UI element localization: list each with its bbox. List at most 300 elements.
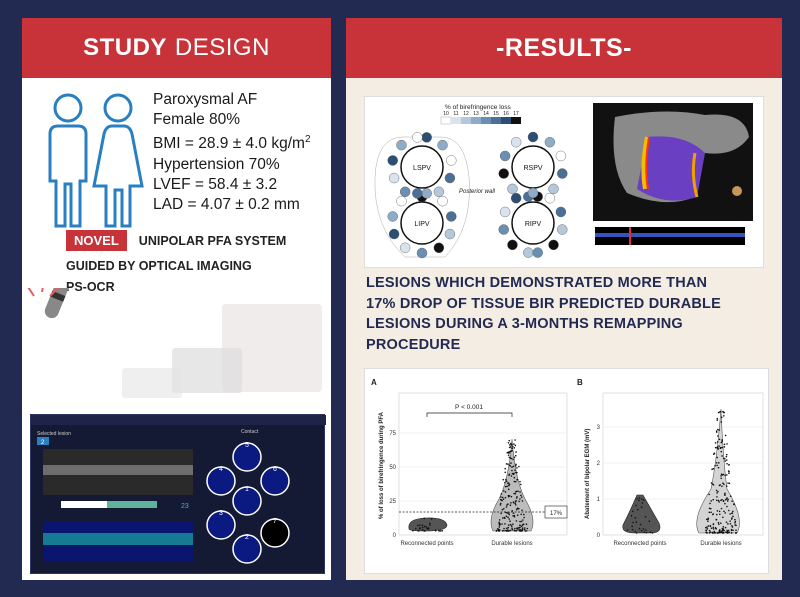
data-point <box>429 524 431 526</box>
ablation-point <box>528 188 538 198</box>
data-point <box>719 438 721 440</box>
data-point <box>505 491 507 493</box>
data-point <box>521 496 523 498</box>
ablation-point <box>438 196 448 206</box>
data-point <box>718 522 720 524</box>
data-point <box>515 465 517 467</box>
data-point <box>717 510 719 512</box>
data-point <box>726 506 728 508</box>
data-point <box>721 530 723 532</box>
violin-plots-figure <box>364 368 769 574</box>
data-point <box>511 450 513 452</box>
data-point <box>722 411 724 413</box>
data-point <box>515 504 517 506</box>
data-point <box>515 500 517 502</box>
data-point <box>523 514 525 516</box>
data-point <box>705 529 707 531</box>
data-point <box>506 528 508 530</box>
ablation-point <box>500 207 510 217</box>
data-point <box>642 502 644 504</box>
data-point <box>502 509 504 511</box>
data-point <box>711 482 713 484</box>
data-point <box>507 512 509 514</box>
results-banner: -RESULTS- <box>346 18 782 78</box>
data-point <box>521 521 523 523</box>
data-point <box>440 530 442 532</box>
ablation-point <box>445 229 455 239</box>
data-point <box>712 514 714 516</box>
data-point <box>632 529 634 531</box>
data-point <box>715 519 717 521</box>
data-point <box>435 530 437 532</box>
data-point <box>726 443 728 445</box>
data-point <box>508 442 510 444</box>
lesion-map-graphic <box>365 97 765 269</box>
patient-stats <box>153 90 311 215</box>
data-point <box>724 443 726 445</box>
data-point <box>503 498 505 500</box>
results-statement <box>366 273 766 355</box>
data-point <box>718 445 720 447</box>
data-point <box>729 483 731 485</box>
data-point <box>506 506 508 508</box>
data-point <box>726 463 728 465</box>
data-point <box>732 511 734 513</box>
data-point <box>713 528 715 530</box>
data-point <box>731 518 733 520</box>
lesion-num-2: 2 <box>245 534 249 541</box>
panel-b-cat-durable: Durable lesions <box>700 541 742 547</box>
data-point <box>721 499 723 501</box>
data-point <box>716 447 718 449</box>
data-point <box>631 526 633 528</box>
data-point <box>716 430 718 432</box>
oct-software-screenshot <box>30 414 325 574</box>
data-point <box>522 524 524 526</box>
stat-bmi-text: BMI = 28.9 ± 4.0 kg/m <box>153 135 305 153</box>
data-point <box>514 530 516 532</box>
ablation-point <box>556 151 566 161</box>
vein-lspv: LSPV <box>413 165 431 172</box>
selected-lesion-value: 2 <box>41 440 45 446</box>
data-point <box>727 499 729 501</box>
data-point <box>497 528 499 530</box>
data-point <box>727 500 729 502</box>
data-point <box>423 518 425 520</box>
data-point <box>415 528 417 530</box>
data-point <box>519 491 521 493</box>
data-point <box>636 498 638 500</box>
data-point <box>515 530 517 532</box>
data-point <box>507 517 509 519</box>
data-point <box>514 516 516 518</box>
data-point <box>506 463 508 465</box>
data-point <box>514 469 516 471</box>
data-point <box>498 523 500 525</box>
panel-a-cat-durable: Durable lesions <box>491 541 533 547</box>
data-point <box>726 498 728 500</box>
data-point <box>636 532 638 534</box>
data-point <box>708 525 710 527</box>
data-point <box>719 485 721 487</box>
results-line-2: 17% DROP OF TISSUE BIR PREDICTED DURABLE <box>366 295 721 312</box>
data-point <box>715 442 717 444</box>
data-point <box>724 446 726 448</box>
data-point <box>521 530 523 532</box>
data-point <box>717 418 719 420</box>
data-point <box>422 524 424 526</box>
data-point <box>709 508 711 510</box>
data-point <box>729 520 731 522</box>
data-point <box>639 528 641 530</box>
data-point <box>716 465 718 467</box>
data-point <box>506 480 508 482</box>
data-point <box>510 462 512 464</box>
data-point <box>506 530 508 532</box>
data-point <box>721 417 723 419</box>
data-point <box>508 474 510 476</box>
data-point <box>417 530 419 532</box>
ablation-point <box>389 229 399 239</box>
data-point <box>724 474 726 476</box>
data-point <box>511 510 513 512</box>
ablation-point <box>507 184 517 194</box>
data-point <box>720 522 722 524</box>
study-design-banner <box>22 18 331 78</box>
data-point <box>724 493 726 495</box>
data-point <box>645 529 647 531</box>
data-point <box>513 443 515 445</box>
data-point <box>725 527 727 529</box>
data-point <box>637 509 639 511</box>
data-point <box>723 415 725 417</box>
ablation-point <box>400 187 410 197</box>
data-point <box>441 530 443 532</box>
legend-tick-14: 14 <box>483 111 489 117</box>
lesion-circles <box>207 443 289 563</box>
data-point <box>724 460 726 462</box>
stat-bmi-sup: 2 <box>304 134 311 146</box>
data-point <box>720 451 722 453</box>
ablation-point <box>556 207 566 217</box>
stat-bmi <box>153 130 311 154</box>
data-point <box>636 521 638 523</box>
lesion-num-3: 3 <box>219 510 223 517</box>
data-point <box>514 477 516 479</box>
ablation-point <box>511 137 521 147</box>
lesion-num-6: 6 <box>273 466 277 473</box>
data-point <box>499 529 501 531</box>
data-point <box>641 530 643 532</box>
data-point <box>713 524 715 526</box>
ablation-point <box>396 140 406 150</box>
data-point <box>502 530 504 532</box>
selected-lesion-label: Selected lesion <box>37 431 71 437</box>
data-point <box>726 530 728 532</box>
data-point <box>719 531 721 533</box>
data-point <box>417 525 419 527</box>
data-point <box>638 500 640 502</box>
data-point <box>515 455 517 457</box>
vein-rspv: RSPV <box>523 165 543 172</box>
panel-a-pvalue: P < 0.001 <box>455 404 483 411</box>
data-point <box>513 502 515 504</box>
data-point <box>719 513 721 515</box>
data-point <box>718 467 720 469</box>
data-point <box>648 520 650 522</box>
data-point <box>509 457 511 459</box>
data-point <box>706 532 708 534</box>
data-point <box>514 457 516 459</box>
data-point <box>504 517 506 519</box>
data-point <box>522 500 524 502</box>
data-point <box>735 521 737 523</box>
data-point <box>716 457 718 459</box>
data-point <box>627 529 629 531</box>
lesion-num-4: 4 <box>219 466 223 473</box>
legend-tick-17: 17 <box>513 111 519 117</box>
data-point <box>732 512 734 514</box>
ablation-point <box>549 184 559 194</box>
data-point <box>723 532 725 534</box>
data-point <box>424 526 426 528</box>
data-point <box>716 496 718 498</box>
data-point <box>728 510 730 512</box>
novel-line-1: UNIPOLAR PFA SYSTEM <box>138 233 287 248</box>
data-point <box>505 486 507 488</box>
data-point <box>650 531 652 533</box>
data-point <box>634 531 636 533</box>
data-point <box>514 528 516 530</box>
data-point <box>710 531 712 533</box>
data-point <box>643 531 645 533</box>
data-point <box>713 532 715 534</box>
data-point <box>730 523 732 525</box>
data-point <box>726 454 728 456</box>
data-point <box>734 519 736 521</box>
results-line-4: PROCEDURE <box>366 336 461 353</box>
panel-a-threshold: 17% <box>549 511 563 517</box>
data-point <box>709 530 711 532</box>
ablation-point <box>445 173 455 183</box>
data-point <box>719 511 721 513</box>
data-point <box>707 520 709 522</box>
data-point <box>735 529 737 531</box>
data-point <box>510 530 512 532</box>
data-point <box>419 524 421 526</box>
panel-a-ytick-75: 75 <box>389 431 396 437</box>
data-point <box>735 525 737 527</box>
data-point <box>717 435 719 437</box>
ablation-point <box>388 155 398 165</box>
data-point <box>512 529 514 531</box>
data-point <box>504 471 506 473</box>
banner-light-word: DESIGN <box>174 34 270 61</box>
ablation-point <box>412 188 422 198</box>
panel-b-ytick-3: 3 <box>596 425 600 431</box>
data-point <box>722 474 724 476</box>
ablation-point <box>533 248 543 258</box>
data-point <box>520 495 522 497</box>
lesion-map-figure <box>364 96 764 268</box>
data-point <box>503 490 505 492</box>
data-point <box>525 530 527 532</box>
data-point <box>722 528 724 530</box>
data-point <box>718 501 720 503</box>
results-line-3: LESIONS DURING A 3-MONTHS REMAPPING <box>366 316 683 332</box>
data-point <box>731 530 733 532</box>
data-point <box>509 483 511 485</box>
ablation-point <box>499 225 509 235</box>
data-point <box>513 512 515 514</box>
data-point <box>502 517 504 519</box>
data-point <box>712 483 714 485</box>
legend-tick-11: 11 <box>453 111 459 117</box>
data-point <box>645 516 647 518</box>
data-point <box>716 514 718 516</box>
ablation-point <box>389 173 399 183</box>
ablation-point <box>434 187 444 197</box>
data-point <box>524 527 526 529</box>
data-point <box>515 493 517 495</box>
data-point <box>526 523 528 525</box>
data-point <box>716 492 718 494</box>
data-point <box>724 512 726 514</box>
data-point <box>723 526 725 528</box>
panel-b-ylabel: Abatement of bipolar EGM (mV) <box>585 428 591 519</box>
data-point <box>527 528 529 530</box>
data-point <box>710 511 712 513</box>
ablation-point <box>545 193 555 203</box>
data-point <box>515 445 517 447</box>
data-point <box>501 523 503 525</box>
data-point <box>718 429 720 431</box>
data-point <box>503 508 505 510</box>
data-point <box>726 474 728 476</box>
data-point <box>508 489 510 491</box>
data-point <box>519 525 521 527</box>
data-point <box>515 464 517 466</box>
data-point <box>513 466 515 468</box>
data-point <box>501 499 503 501</box>
data-point <box>508 514 510 516</box>
data-point <box>643 499 645 501</box>
data-point <box>724 503 726 505</box>
data-point <box>514 481 516 483</box>
data-point <box>731 500 733 502</box>
ablation-point <box>500 151 510 161</box>
data-point <box>508 454 510 456</box>
data-point <box>713 468 715 470</box>
data-point <box>520 484 522 486</box>
data-point <box>503 528 505 530</box>
data-point <box>505 479 507 481</box>
data-point <box>722 482 724 484</box>
data-point <box>728 471 730 473</box>
data-point <box>496 530 498 532</box>
data-point <box>428 528 430 530</box>
data-point <box>713 453 715 455</box>
data-point <box>519 521 521 523</box>
data-point <box>510 524 512 526</box>
data-point <box>516 520 518 522</box>
data-point <box>723 510 725 512</box>
data-point <box>517 528 519 530</box>
data-point <box>514 447 516 449</box>
lesion-num-5: 5 <box>245 442 249 449</box>
data-point <box>646 532 648 534</box>
data-point <box>713 526 715 528</box>
stat-female: Female 80% <box>153 111 241 129</box>
data-point <box>509 447 511 449</box>
legend-title: % of birefringence loss <box>445 104 511 111</box>
data-point <box>707 528 709 530</box>
legend-tick-16: 16 <box>503 111 509 117</box>
data-point <box>500 496 502 498</box>
data-point <box>721 485 723 487</box>
data-point <box>639 497 641 499</box>
data-point <box>727 482 729 484</box>
data-point <box>728 530 730 532</box>
study-design-panel <box>22 18 331 580</box>
posterior-wall-label: Posterior wall <box>458 189 496 195</box>
data-point <box>640 524 642 526</box>
data-point <box>518 466 520 468</box>
data-point <box>722 516 724 518</box>
data-point <box>706 526 708 528</box>
data-point <box>517 479 519 481</box>
data-point <box>716 499 718 501</box>
ablation-point <box>557 169 567 179</box>
novel-line-3: PS-OCR <box>66 280 115 294</box>
data-point <box>727 523 729 525</box>
oct-small-value: 23 <box>181 503 189 510</box>
data-point <box>735 532 737 534</box>
data-point <box>513 473 515 475</box>
data-point <box>721 508 723 510</box>
data-point <box>720 477 722 479</box>
data-point <box>511 527 513 529</box>
ablation-point <box>396 196 406 206</box>
ablation-point <box>388 211 398 221</box>
data-point <box>500 503 502 505</box>
ablation-point <box>422 132 432 142</box>
banner-bold-word: STUDY <box>83 34 167 61</box>
data-point <box>511 458 513 460</box>
data-point <box>722 447 724 449</box>
data-point <box>512 515 514 517</box>
oct-screen-graphic <box>31 415 326 575</box>
stat-af: Paroxysmal AF <box>153 91 258 108</box>
data-point <box>429 523 431 525</box>
data-point <box>726 459 728 461</box>
data-point <box>515 491 517 493</box>
data-point <box>715 527 717 529</box>
data-point <box>524 529 526 531</box>
data-point <box>501 493 503 495</box>
vein-diagram <box>375 132 567 258</box>
data-point <box>721 442 723 444</box>
data-point <box>507 503 509 505</box>
vein-ripv: RIPV <box>524 221 542 228</box>
data-point <box>510 443 512 445</box>
data-point <box>505 497 507 499</box>
data-point <box>517 490 519 492</box>
panel-b-cat-reconnected: Reconnected points <box>613 541 667 547</box>
data-point <box>708 512 710 514</box>
male-female-icon <box>38 86 148 236</box>
data-point <box>515 451 517 453</box>
